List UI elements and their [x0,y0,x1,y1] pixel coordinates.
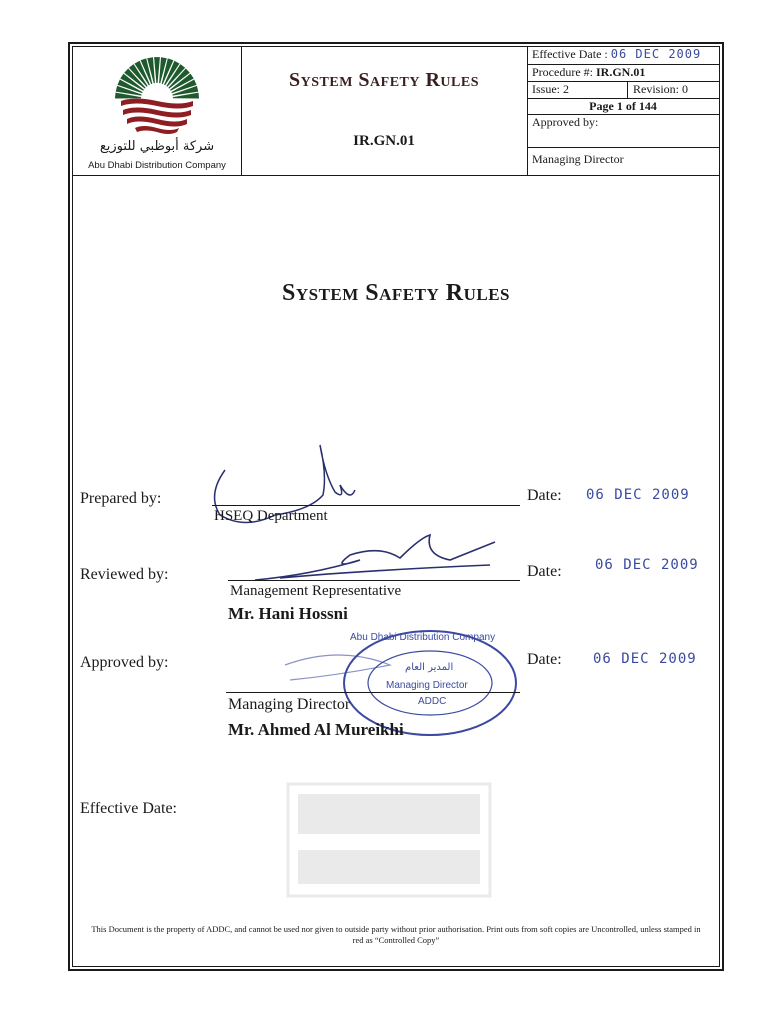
faint-master-copy-stamp [284,780,494,900]
approved-role: Managing Director [228,696,351,713]
approved-signature-line [226,692,520,693]
reviewed-role: Management Representative [230,583,402,599]
issue-revision-row [527,82,719,99]
seal-abbrev-text: ADDC [418,696,447,707]
header-document-code: IR.GN.01 [353,133,415,149]
footer-disclaimer: This Document is the property of ADDC, and cannot be used nor given to outside party without prior authorisation. Print outs from soft copies are Uncontrolled, unless stamped in red as “Controlled Copy” [91,924,701,945]
reviewed-date-stamp: 06 DEC 2009 [595,557,699,573]
approved-by-label: Approved by: [80,654,169,671]
approver-title: Managing Director [532,152,624,166]
document-title: System Safety Rules [281,280,510,306]
reviewed-by-label: Reviewed by: [80,566,169,583]
seal-title-text: Managing Director [386,680,468,691]
header-title: System Safety Rules [289,69,479,91]
page-count: Page 1 of 144 [527,99,719,115]
effective-date-stamp: 06 DEC 2009 [610,47,702,61]
approved-person-name: Mr. Ahmed Al Mureikhi [228,720,404,739]
issue-value: Issue: 2 [532,82,569,96]
approved-date-stamp: 06 DEC 2009 [593,651,697,667]
logo-cell [73,47,242,175]
reviewed-date-label: Date: [527,563,562,580]
reviewed-signature-line [228,580,520,581]
company-name-english: Abu Dhabi Distribution Company [88,160,226,171]
approved-by-label: Approved by: [527,115,719,148]
company-name-arabic: شركة أبوظبي للتوزيع [99,139,215,154]
addc-logo [111,53,203,139]
approved-date-label: Date: [527,651,562,668]
revision-value: Revision: 0 [627,82,719,99]
effective-date-row [527,47,719,65]
document-meta-table [527,47,719,175]
effective-date-footer-label: Effective Date: [80,800,177,817]
seal-company-text: Abu Dhabi Distribution Company [350,632,496,643]
prepared-by-label: Prepared by: [80,490,162,507]
header-title-cell [241,47,528,175]
procedure-row [527,65,719,82]
document-header [73,47,719,176]
procedure-value: IR.GN.01 [595,65,646,79]
reviewed-person-name: Mr. Hani Hossni [228,604,348,623]
effective-date-label: Effective Date : [532,47,608,61]
logo-ray [154,57,160,83]
prepared-signature-line [212,505,520,506]
prepared-date-label: Date: [527,487,562,504]
seal-arabic-text: المدير العام [405,662,454,673]
procedure-label: Procedure #: [532,65,593,79]
prepared-role: HSEQ Department [214,508,328,524]
reviewed-signature [250,530,500,590]
prepared-date-stamp: 06 DEC 2009 [586,487,690,503]
